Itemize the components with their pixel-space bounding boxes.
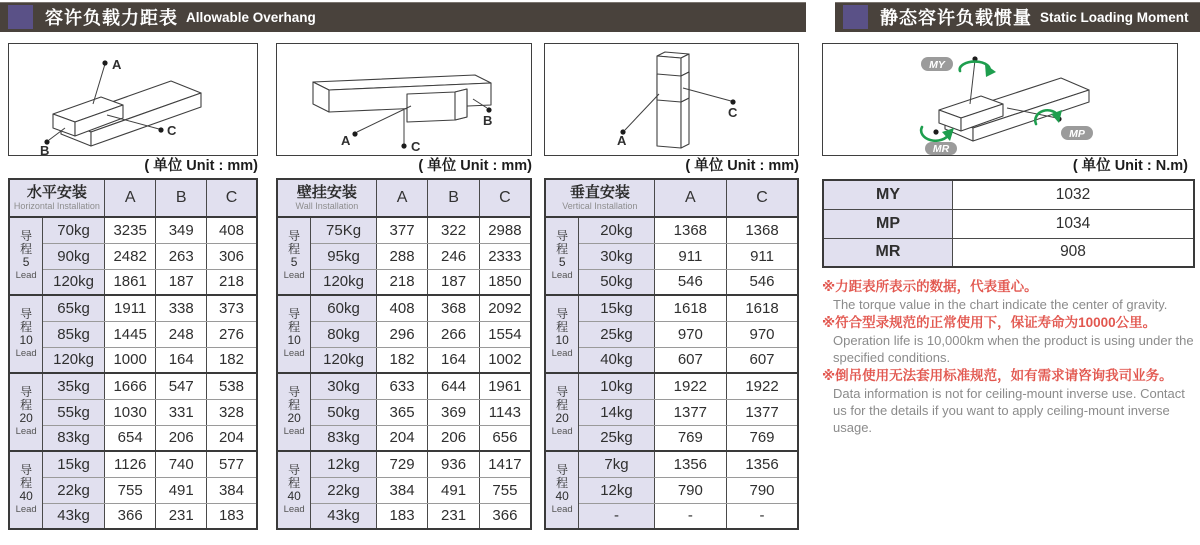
value-cell: 1961	[479, 373, 531, 399]
value-cell: 384	[206, 477, 257, 503]
lead-cell-40: 导 程 40 Lead	[545, 451, 579, 529]
value-cell: 936	[428, 451, 480, 477]
lead-cell-40: 导 程 40 Lead	[9, 451, 43, 529]
table-row	[545, 243, 798, 269]
table-row	[9, 269, 257, 295]
load-cell: 65kg	[43, 295, 105, 321]
load-cell: 120kg	[311, 347, 377, 373]
load-cell: 22kg	[43, 477, 105, 503]
value-cell: 366	[479, 503, 531, 529]
value-cell: 1618	[654, 295, 726, 321]
unit-label: ( 单位 Unit : mm)	[418, 158, 532, 174]
lead-cell-20: 导 程 20 Lead	[277, 373, 311, 451]
load-cell: 25kg	[579, 425, 654, 451]
load-cell: 60kg	[311, 295, 377, 321]
note-zh: ※力距表所表示的数据，代表重心。	[822, 279, 1038, 294]
table-row	[277, 503, 531, 529]
load-cell: 30kg	[579, 243, 654, 269]
value-cell: 607	[727, 347, 798, 373]
note-item	[822, 277, 1197, 313]
load-cell: 83kg	[43, 425, 105, 451]
table-title-zh: 壁挂安装	[296, 184, 357, 201]
value-cell: 633	[376, 373, 428, 399]
load-cell: 22kg	[311, 477, 377, 503]
value-cell: 729	[376, 451, 428, 477]
table-row	[277, 425, 531, 451]
note-item	[822, 313, 1197, 366]
value-cell: 231	[156, 503, 206, 529]
value-cell: 246	[428, 243, 480, 269]
value-cell: 1922	[654, 373, 726, 399]
table-title-zh: 垂直安装	[569, 184, 630, 201]
value-cell: 546	[654, 269, 726, 295]
column-header-b: B	[428, 179, 480, 217]
vertical-installation-section	[544, 43, 799, 530]
section-header-static-loading-moment	[835, 2, 1200, 32]
value-cell: 288	[376, 243, 428, 269]
point-label-a: A	[341, 133, 351, 148]
point-label-b: B	[483, 113, 493, 128]
column-header-c: C	[727, 179, 798, 217]
load-cell: 120kg	[43, 347, 105, 373]
table-row	[545, 347, 798, 373]
actuator-iso-drawing	[545, 44, 798, 155]
table-row	[277, 295, 531, 321]
section-header-allowable-overhang	[0, 2, 806, 32]
point-c-dot	[401, 143, 406, 148]
table-row	[277, 451, 531, 477]
value-cell: 296	[376, 321, 428, 347]
moment-label: MR	[823, 238, 953, 267]
header-title-en: Allowable Overhang	[186, 9, 316, 25]
value-cell: 276	[206, 321, 257, 347]
table-row	[823, 180, 1194, 209]
value-cell: 206	[156, 425, 206, 451]
lead-cell-10: 导 程 10 Lead	[277, 295, 311, 373]
actuator-iso-drawing	[9, 44, 257, 155]
value-cell: 740	[156, 451, 206, 477]
value-cell: 1554	[479, 321, 531, 347]
value-cell: 656	[479, 425, 531, 451]
table-row	[277, 217, 531, 243]
value-cell: 1417	[479, 451, 531, 477]
table-row	[823, 209, 1194, 238]
note-zh: ※倒吊使用无法套用标准规范，如有需求请咨询我司业务。	[822, 368, 1173, 383]
horizontal-installation-section	[8, 43, 258, 530]
load-cell: 70kg	[43, 217, 105, 243]
value-cell: 384	[376, 477, 428, 503]
value-cell: -	[654, 503, 726, 529]
value-cell: 538	[206, 373, 257, 399]
value-cell: 183	[206, 503, 257, 529]
wall-installation-section	[276, 43, 532, 530]
load-cell: 20kg	[579, 217, 654, 243]
column-header-a: A	[104, 179, 156, 217]
table-row	[9, 373, 257, 399]
value-cell: 328	[206, 399, 257, 425]
table-row	[9, 503, 257, 529]
value-cell: 349	[156, 217, 206, 243]
table-title	[545, 179, 654, 217]
load-cell: 15kg	[579, 295, 654, 321]
value-cell: 2988	[479, 217, 531, 243]
value-cell: 546	[727, 269, 798, 295]
header-title-zh: 容许负载力距表	[45, 8, 178, 28]
table-row	[545, 477, 798, 503]
load-cell: 12kg	[579, 477, 654, 503]
unit-label: ( 单位 Unit : mm)	[685, 158, 799, 174]
value-cell: 182	[376, 347, 428, 373]
value-cell: 182	[206, 347, 257, 373]
load-cell: 30kg	[311, 373, 377, 399]
moment-value: 1032	[953, 180, 1195, 209]
value-cell: 218	[376, 269, 428, 295]
value-cell: 248	[156, 321, 206, 347]
value-cell: 790	[727, 477, 798, 503]
lead-cell-20: 导 程 20 Lead	[545, 373, 579, 451]
value-cell: 183	[376, 503, 428, 529]
moment-label: MP	[823, 209, 953, 238]
value-cell: 373	[206, 295, 257, 321]
column-header-a: A	[376, 179, 428, 217]
table-row	[9, 425, 257, 451]
value-cell: 1356	[727, 451, 798, 477]
wall-installation-table	[276, 178, 532, 530]
actuator-moment-drawing	[823, 44, 1177, 155]
point-c-dot	[730, 99, 735, 104]
table-row	[277, 347, 531, 373]
load-cell: 43kg	[311, 503, 377, 529]
lead-cell-10: 导 程 10 Lead	[545, 295, 579, 373]
value-cell: 1002	[479, 347, 531, 373]
value-cell: 306	[206, 243, 257, 269]
table-row	[9, 399, 257, 425]
note-en: Data information is not for ceiling-mount inverse use. Contact us for the details if you want to apply ceiling-mount inverse usage.	[833, 386, 1185, 435]
load-cell: 14kg	[579, 399, 654, 425]
value-cell: 1861	[104, 269, 156, 295]
value-cell: 1911	[104, 295, 156, 321]
point-c-dot	[158, 127, 163, 132]
load-cell: 12kg	[311, 451, 377, 477]
value-cell: 1377	[727, 399, 798, 425]
value-cell: 970	[727, 321, 798, 347]
value-cell: 206	[428, 425, 480, 451]
value-cell: 266	[428, 321, 480, 347]
value-cell: 644	[428, 373, 480, 399]
unit-label: ( 单位 Unit : N.m)	[1072, 158, 1188, 174]
value-cell: 2092	[479, 295, 531, 321]
value-cell: 365	[376, 399, 428, 425]
value-cell: 338	[156, 295, 206, 321]
table-row	[9, 347, 257, 373]
load-cell: 43kg	[43, 503, 105, 529]
vertical-installation-table	[544, 178, 799, 530]
load-cell: 120kg	[311, 269, 377, 295]
table-row	[9, 477, 257, 503]
value-cell: 331	[156, 399, 206, 425]
header-accent-square	[8, 5, 33, 29]
point-label-a: A	[617, 133, 627, 148]
lead-cell-10: 导 程 10 Lead	[9, 295, 43, 373]
table-row	[545, 373, 798, 399]
value-cell: 231	[428, 503, 480, 529]
actuator-iso-drawing	[277, 44, 531, 155]
load-cell: 95kg	[311, 243, 377, 269]
table-row	[545, 321, 798, 347]
table-title-zh: 水平安装	[26, 184, 87, 201]
value-cell: 408	[206, 217, 257, 243]
table-row	[545, 399, 798, 425]
table-row	[277, 477, 531, 503]
value-cell: 491	[428, 477, 480, 503]
header-accent-square	[843, 5, 868, 29]
load-cell: 40kg	[579, 347, 654, 373]
load-cell: 80kg	[311, 321, 377, 347]
point-label-a: A	[112, 57, 122, 72]
value-cell: 911	[654, 243, 726, 269]
moment-diagram	[822, 43, 1178, 156]
point-a-dot	[352, 131, 357, 136]
mr-label: MR	[932, 143, 950, 155]
value-cell: 322	[428, 217, 480, 243]
value-cell: 2333	[479, 243, 531, 269]
table-row	[277, 399, 531, 425]
note-item	[822, 366, 1197, 436]
value-cell: 1445	[104, 321, 156, 347]
value-cell: 1368	[654, 217, 726, 243]
value-cell: 1850	[479, 269, 531, 295]
vertical-installation-diagram	[544, 43, 799, 156]
table-title	[277, 179, 376, 217]
wall-installation-diagram	[276, 43, 532, 156]
point-a-dot	[102, 60, 107, 65]
static-loading-moment-section	[822, 43, 1195, 436]
table-title-en: Wall Installation	[295, 201, 359, 211]
mr-axis-dot	[933, 129, 938, 134]
value-cell: 1666	[104, 373, 156, 399]
table-row	[9, 295, 257, 321]
value-cell: 607	[654, 347, 726, 373]
table-row	[545, 217, 798, 243]
footnotes	[822, 277, 1197, 436]
point-label-b: B	[40, 143, 50, 155]
value-cell: 1030	[104, 399, 156, 425]
value-cell: 366	[104, 503, 156, 529]
table-row	[9, 321, 257, 347]
table-row	[823, 238, 1194, 267]
value-cell: 164	[428, 347, 480, 373]
table-row	[545, 269, 798, 295]
value-cell: 1143	[479, 399, 531, 425]
table-row	[545, 295, 798, 321]
value-cell: 1126	[104, 451, 156, 477]
lead-cell-40: 导 程 40 Lead	[277, 451, 311, 529]
value-cell: 1618	[727, 295, 798, 321]
lead-cell-5: 导 程 5 Lead	[545, 217, 579, 295]
value-cell: 218	[206, 269, 257, 295]
note-zh: ※符合型录规范的正常使用下，保证寿命为10000公里。	[822, 315, 1157, 330]
load-cell: 50kg	[579, 269, 654, 295]
value-cell: 769	[654, 425, 726, 451]
moment-value: 908	[953, 238, 1195, 267]
note-en: The torque value in the chart indicate the center of gravity.	[833, 297, 1168, 312]
note-en: Operation life is 10,000km when the product is using under the specified conditions.	[833, 333, 1194, 365]
load-cell: 10kg	[579, 373, 654, 399]
value-cell: 1368	[727, 217, 798, 243]
my-arrowhead	[985, 64, 996, 77]
header-title-en: Static Loading Moment	[1040, 9, 1189, 25]
table-row	[277, 373, 531, 399]
table-row	[545, 425, 798, 451]
point-label-c: C	[167, 123, 177, 138]
value-cell: 204	[206, 425, 257, 451]
point-b-dot	[486, 107, 491, 112]
load-cell: -	[579, 503, 654, 529]
load-cell: 35kg	[43, 373, 105, 399]
load-cell: 25kg	[579, 321, 654, 347]
value-cell: 187	[156, 269, 206, 295]
horizontal-installation-diagram	[8, 43, 258, 156]
load-cell: 55kg	[43, 399, 105, 425]
load-cell: 120kg	[43, 269, 105, 295]
static-loading-moment-table	[822, 179, 1195, 268]
lead-cell-20: 导 程 20 Lead	[9, 373, 43, 451]
value-cell: 547	[156, 373, 206, 399]
value-cell: 1356	[654, 451, 726, 477]
point-label-c: C	[411, 139, 421, 154]
value-cell: 491	[156, 477, 206, 503]
mp-label: MP	[1069, 128, 1085, 140]
load-cell: 15kg	[43, 451, 105, 477]
value-cell: 970	[654, 321, 726, 347]
value-cell: 755	[479, 477, 531, 503]
value-cell: 408	[376, 295, 428, 321]
table-row	[9, 451, 257, 477]
value-cell: 369	[428, 399, 480, 425]
table-row	[277, 243, 531, 269]
table-row	[9, 217, 257, 243]
column-header-c: C	[206, 179, 257, 217]
table-title	[9, 179, 104, 217]
load-cell: 83kg	[311, 425, 377, 451]
horizontal-installation-table	[8, 178, 258, 530]
header-title-zh: 静态容许负载惯量	[880, 8, 1032, 28]
my-label: MY	[929, 59, 945, 71]
value-cell: 3235	[104, 217, 156, 243]
table-row	[277, 269, 531, 295]
value-cell: 377	[376, 217, 428, 243]
column-header-b: B	[156, 179, 206, 217]
column-header-c: C	[479, 179, 531, 217]
load-cell: 85kg	[43, 321, 105, 347]
value-cell: -	[727, 503, 798, 529]
load-cell: 90kg	[43, 243, 105, 269]
point-label-c: C	[728, 105, 738, 120]
value-cell: 790	[654, 477, 726, 503]
column-header-a: A	[654, 179, 726, 217]
table-row	[545, 451, 798, 477]
table-title-en: Horizontal Installation	[13, 201, 100, 211]
lead-cell-5: 导 程 5 Lead	[9, 217, 43, 295]
value-cell: 1922	[727, 373, 798, 399]
value-cell: 187	[428, 269, 480, 295]
table-row	[277, 321, 531, 347]
table-title-en: Vertical Installation	[562, 201, 638, 211]
value-cell: 368	[428, 295, 480, 321]
value-cell: 769	[727, 425, 798, 451]
value-cell: 263	[156, 243, 206, 269]
value-cell: 654	[104, 425, 156, 451]
value-cell: 1000	[104, 347, 156, 373]
moment-label: MY	[823, 180, 953, 209]
value-cell: 755	[104, 477, 156, 503]
value-cell: 1377	[654, 399, 726, 425]
load-cell: 75Kg	[311, 217, 377, 243]
table-row	[9, 243, 257, 269]
load-cell: 50kg	[311, 399, 377, 425]
lead-cell-5: 导 程 5 Lead	[277, 217, 311, 295]
value-cell: 164	[156, 347, 206, 373]
value-cell: 911	[727, 243, 798, 269]
unit-label: ( 单位 Unit : mm)	[144, 158, 258, 174]
load-cell: 7kg	[579, 451, 654, 477]
value-cell: 2482	[104, 243, 156, 269]
moment-value: 1034	[953, 209, 1195, 238]
table-row	[545, 503, 798, 529]
value-cell: 204	[376, 425, 428, 451]
value-cell: 577	[206, 451, 257, 477]
